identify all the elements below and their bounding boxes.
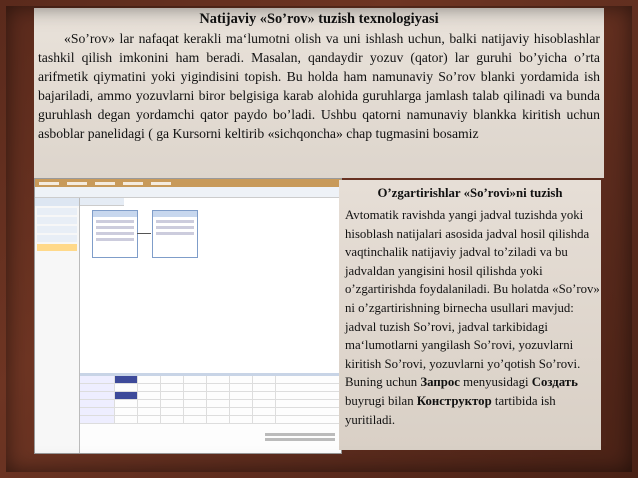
activation-watermark <box>265 433 335 443</box>
access-screenshot <box>34 178 342 454</box>
table-box[interactable] <box>92 210 138 258</box>
top-text-panel <box>34 8 604 178</box>
ribbon-toolbar <box>35 187 341 198</box>
query-design-grid[interactable] <box>80 373 341 453</box>
navigation-pane <box>35 198 80 453</box>
nav-item[interactable] <box>37 217 77 224</box>
slide-title: Natijaviy «So’rov» tuzish texnologiyasi <box>199 11 439 27</box>
relationship-line <box>137 233 151 234</box>
nav-item[interactable] <box>37 208 77 215</box>
nav-item-selected[interactable] <box>37 244 77 251</box>
side-text-panel <box>339 180 601 450</box>
side-title: O’zgartirishlar «So’rovi»ni tuzish <box>377 186 563 200</box>
navigation-pane-header <box>35 198 79 206</box>
body-paragraph: «So’rov» lar nafaqat kerakli ma‘lumotni olish va uni ishlash uchun, balki natijaviy hisoblashlar tashkil qilish imkonini ham beradi. Masalan, qandaydir yozuv (qator) lar guruhi bo’yicha o’rta arifmetik qiymatini yoki yigindisini topish. Bu holda ham namunaviy So’rov blanki yordamida ish bajariladi, ammo yozuvlarni biror belgisiga karab alohida guruhlarga jamlash talab qilinadi va bunda guruhlash degan yordamchi qator paydo bo’ladi. Ushbu qatorni namunaviy blankka kiritish uchun asboblar panelidagi ( ga Kursorni keltirib «sichqoncha» chap tugmasini bosamiz <box>38 31 600 141</box>
query-tab[interactable] <box>80 198 124 206</box>
app-menu-bar <box>35 179 341 187</box>
side-body: Avtomatik ravishda yangi jadval tuzishda yoki hisoblash natijalari asosida jadval hosil qilishda vaqtinchalik natijaviy jadval to’ziladi va bu jadvaldan yangisini hosil qilishda yoki o’zgartirishda foydalaniladi. Bu holatda «So’rov» ni o’zgartirishning birnecha usullari mavjud: jadval tuzish So’rovi, jadval tarkibidagi ma‘lumotlarni yangilash So’rovi, yozuvlarni kiritish So’rovi, yozuvlarni yo’qotish So’rovi. Buning uchun Запрос menyusidagi Создать buyrugi bilan Конструктор tartibida ish yuritiladi. <box>345 208 600 427</box>
query-design-area <box>80 198 341 373</box>
nav-item[interactable] <box>37 226 77 233</box>
nav-item[interactable] <box>37 235 77 242</box>
table-box[interactable] <box>152 210 198 258</box>
